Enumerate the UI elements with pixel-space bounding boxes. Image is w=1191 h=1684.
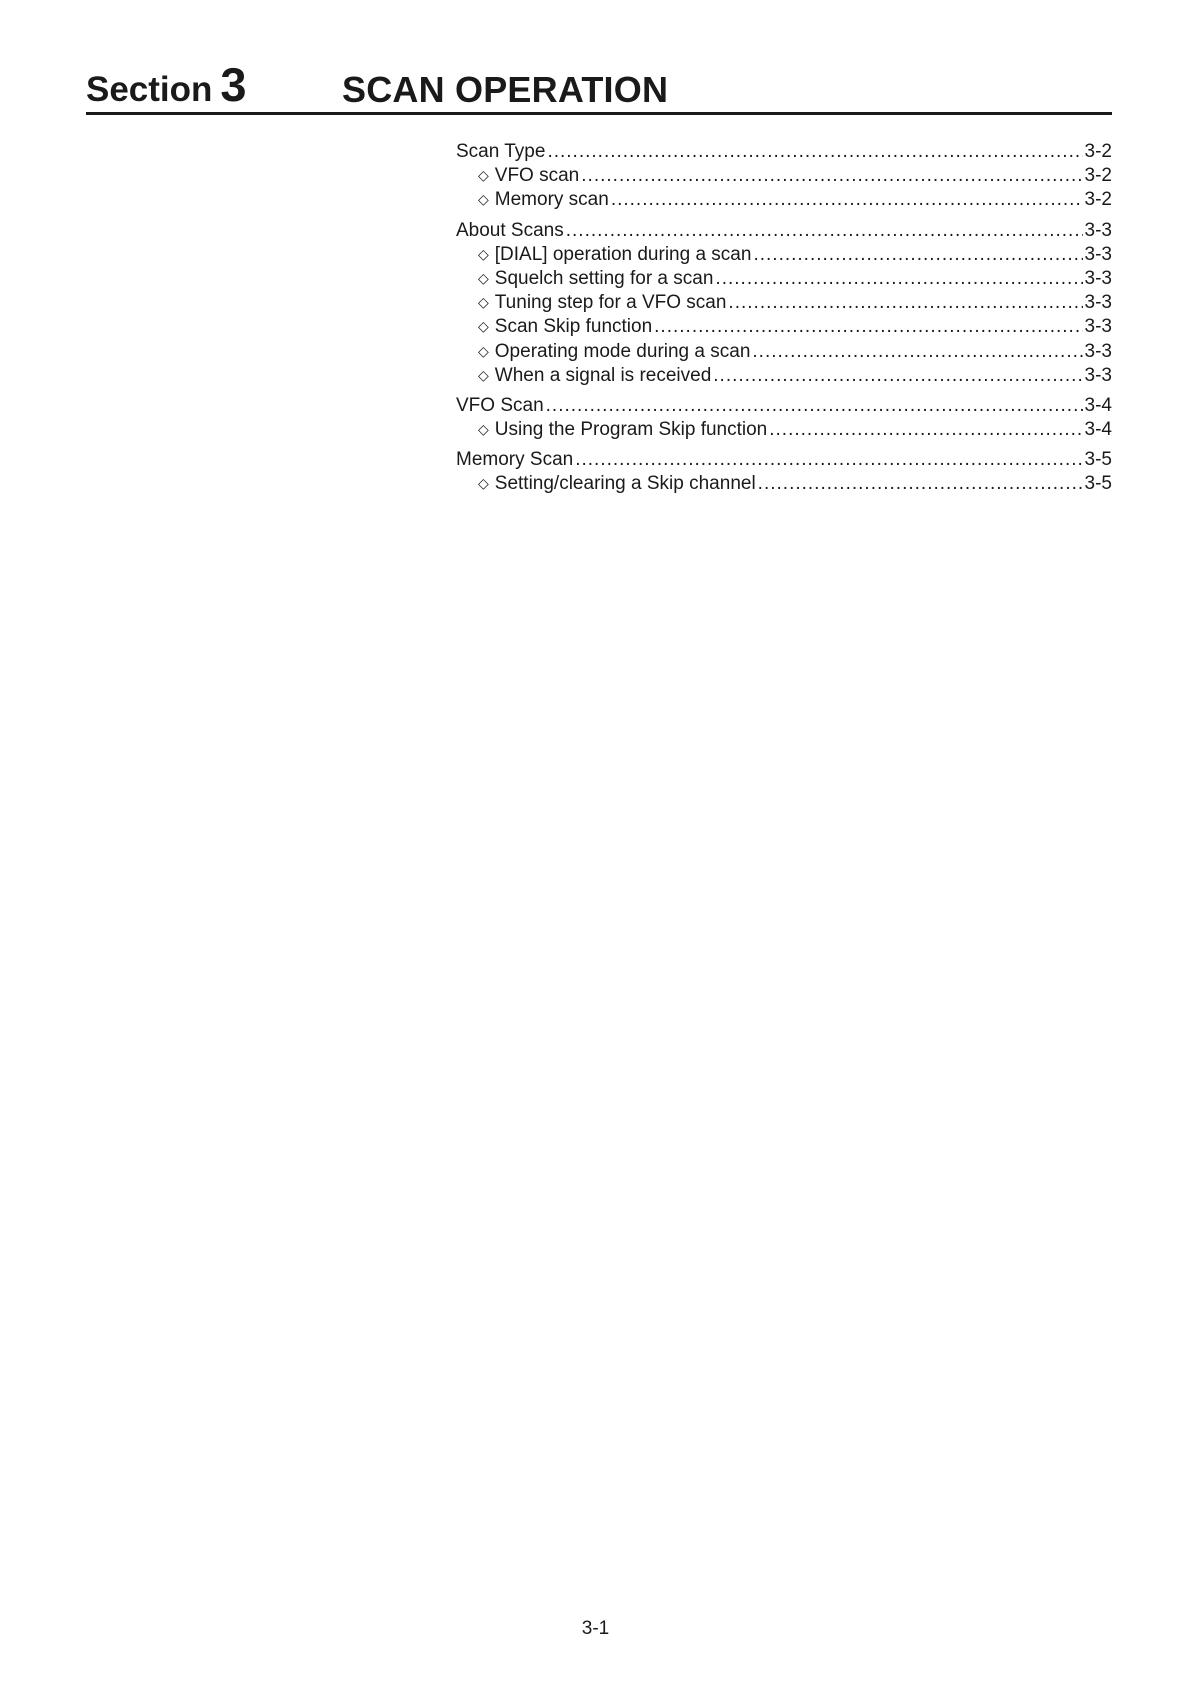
toc-subentry-label: Tuning step for a VFO scan	[494, 292, 727, 314]
dot-leader	[713, 364, 1082, 388]
toc-subentry-page: 3-2	[1084, 165, 1112, 187]
toc-entry-label: Scan Type	[456, 141, 546, 162]
toc-entry-page: 3-5	[1084, 449, 1112, 471]
toc-subentry[interactable]	[456, 340, 1112, 364]
toc-subentry-label: Operating mode during a scan	[494, 340, 751, 362]
dot-leader	[758, 472, 1083, 496]
toc-entry[interactable]	[456, 219, 1112, 243]
diamond-outline-icon: ◇	[478, 245, 489, 262]
toc-group	[456, 448, 1112, 496]
section-word: Section	[86, 70, 213, 109]
toc-subentry-label: VFO scan	[494, 165, 580, 187]
toc-subentry[interactable]	[456, 472, 1112, 496]
dot-leader	[546, 394, 1083, 418]
toc-entry[interactable]	[456, 448, 1112, 472]
toc-entry[interactable]	[456, 140, 1112, 164]
dot-leader	[769, 418, 1082, 442]
section-label	[86, 58, 247, 111]
toc-subentry-label: When a signal is received	[494, 364, 712, 386]
dot-leader	[575, 448, 1082, 472]
dot-leader	[715, 267, 1082, 291]
toc-subentry[interactable]	[456, 315, 1112, 339]
section-header	[86, 60, 1112, 115]
dot-leader	[752, 340, 1082, 364]
diamond-outline-icon: ◇	[478, 421, 489, 438]
toc-entry-page: 3-3	[1084, 219, 1112, 241]
toc-subentry[interactable]	[456, 364, 1112, 388]
toc-subentry[interactable]	[456, 243, 1112, 267]
toc-subentry-page: 3-5	[1084, 473, 1112, 495]
toc-subentry[interactable]	[456, 267, 1112, 291]
table-of-contents	[456, 140, 1112, 503]
toc-subentry[interactable]	[456, 418, 1112, 442]
dot-leader	[728, 291, 1082, 315]
toc-group	[456, 219, 1112, 388]
toc-entry-label: VFO Scan	[456, 394, 544, 416]
diamond-outline-icon: ◇	[478, 167, 489, 184]
section-number: 3	[220, 58, 247, 111]
diamond-outline-icon: ◇	[478, 475, 489, 492]
toc-subentry-label: Scan Skip function	[494, 316, 653, 338]
diamond-outline-icon: ◇	[478, 269, 489, 286]
diamond-outline-icon: ◇	[478, 191, 489, 208]
dot-leader	[753, 243, 1082, 267]
toc-subentry-label: Setting/clearing a Skip channel	[494, 473, 756, 495]
toc-group	[456, 394, 1112, 442]
toc-subentry-page: 3-4	[1084, 419, 1112, 441]
toc-subentry-label: Using the Program Skip function	[494, 419, 768, 441]
toc-entry-label: Memory Scan	[456, 449, 574, 471]
toc-entry-page: 3-2	[1084, 141, 1112, 162]
section-title: SCAN OPERATION	[342, 69, 669, 110]
diamond-outline-icon: ◇	[478, 318, 489, 335]
dot-leader	[566, 219, 1083, 243]
toc-subentry-page: 3-3	[1084, 316, 1112, 338]
toc-subentry[interactable]	[456, 188, 1112, 212]
toc-subentry-page: 3-3	[1084, 364, 1112, 386]
dot-leader	[581, 164, 1082, 188]
toc-subentry-label: Memory scan	[494, 189, 609, 211]
toc-subentry-page: 3-3	[1084, 340, 1112, 362]
toc-subentry-page: 3-2	[1084, 189, 1112, 211]
toc-subentry[interactable]	[456, 291, 1112, 315]
toc-entry[interactable]	[456, 394, 1112, 418]
diamond-outline-icon: ◇	[478, 294, 489, 311]
page-number: 3-1	[581, 1618, 610, 1639]
toc-subentry-page: 3-3	[1084, 267, 1112, 289]
toc-entry-label: About Scans	[456, 219, 564, 241]
toc-subentry-label: [DIAL] operation during a scan	[494, 243, 752, 265]
toc-subentry-page: 3-3	[1084, 292, 1112, 314]
diamond-outline-icon: ◇	[478, 342, 489, 359]
toc-subentry[interactable]	[456, 164, 1112, 188]
dot-leader	[547, 140, 1082, 164]
toc-group	[456, 140, 1112, 213]
dot-leader	[611, 188, 1083, 212]
toc-entry-page: 3-4	[1084, 394, 1112, 416]
toc-subentry-page: 3-3	[1084, 243, 1112, 265]
toc-subentry-label: Squelch setting for a scan	[494, 267, 714, 289]
diamond-outline-icon: ◇	[478, 366, 489, 383]
dot-leader	[654, 315, 1082, 339]
